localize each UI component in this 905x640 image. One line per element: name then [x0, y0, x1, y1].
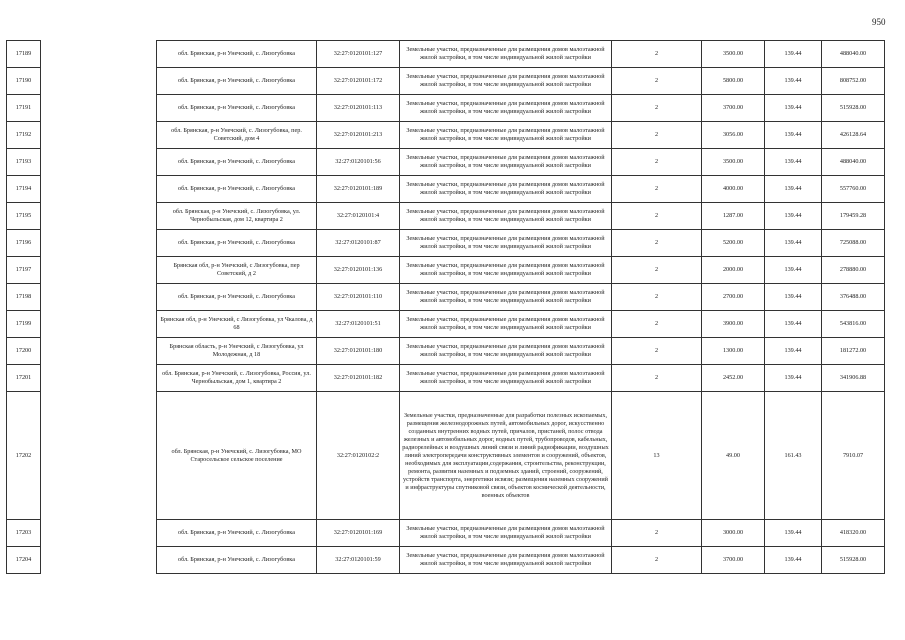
- cadastral-value-cell: 376488.00: [822, 284, 885, 311]
- group-code-cell: 2: [612, 284, 702, 311]
- land-purpose-cell: Земельные участки, предназначенные для размещения домов малоэтажной жилой застройки, в том числе индивидуальной жилой застройки: [400, 547, 612, 574]
- address-cell: обл. Брянская, р-н Унечский, с. Лизогубовка: [157, 176, 317, 203]
- specific-value-cell: 139.44: [765, 338, 822, 365]
- spacer-cell: [41, 338, 157, 365]
- area-cell: 3700.00: [702, 95, 765, 122]
- table-row: [7, 95, 885, 122]
- cadastral-value-cell: 7910.07: [822, 392, 885, 520]
- table-row: [7, 311, 885, 338]
- table-row: [7, 365, 885, 392]
- cadastral-value-cell: 179459.28: [822, 203, 885, 230]
- cadastral-value-cell: 278880.00: [822, 257, 885, 284]
- cadastral-value-cell: 341906.88: [822, 365, 885, 392]
- specific-value-cell: 161.43: [765, 392, 822, 520]
- spacer-cell: [41, 547, 157, 574]
- area-cell: 3700.00: [702, 547, 765, 574]
- land-purpose-cell: Земельные участки, предназначенные для разработки полезных ископаемых, размещения железнодорожных путей, автомобильных дорог, искусственно созданных внутренних водных путей, причалов, пристаней, полос отвода железных и автомобильных дорог, водных путей, трубопроводов, кабельных, радиорелейных и воздушных линий связи и линий радиофикации, воздушных линий электропередачи конструктивных элементов и сооружений, объектов, необходимых для эксплуатации,содержания, строительства, реконструкции, ремонта, развития наземных и подземных зданий, строений, сооружений, устройств транспорта, энергетики исвязи; размещения наземных сооружений и инфраструктуры спутниковой связи, объектов космической деятельности, военных объектов: [400, 392, 612, 520]
- area-cell: 4000.00: [702, 176, 765, 203]
- area-cell: 49.00: [702, 392, 765, 520]
- cadastral-value-cell: 426128.64: [822, 122, 885, 149]
- cadastral-number-cell: 32:27:0120101:127: [317, 41, 400, 68]
- address-cell: Брянская область, р-н Унечский, с Лизогубовка, ул Молодежная, д 18: [157, 338, 317, 365]
- specific-value-cell: 139.44: [765, 203, 822, 230]
- spacer-cell: [41, 392, 157, 520]
- cadastral-number-cell: 32:27:0120101:56: [317, 149, 400, 176]
- cadastral-number-cell: 32:27:0120101:169: [317, 520, 400, 547]
- specific-value-cell: 139.44: [765, 230, 822, 257]
- cadastral-value-cell: 515928.00: [822, 547, 885, 574]
- address-cell: обл. Брянская, р-н Унечский, с. Лизогубовка, ул. Чернобыльская, дом 12, квартира 2: [157, 203, 317, 230]
- cadastral-number-cell: 32:27:0120101:110: [317, 284, 400, 311]
- spacer-cell: [41, 41, 157, 68]
- cadastral-value-cell: 543816.00: [822, 311, 885, 338]
- table-row: [7, 338, 885, 365]
- specific-value-cell: 139.44: [765, 95, 822, 122]
- cadastral-value-cell: 181272.00: [822, 338, 885, 365]
- spacer-cell: [41, 68, 157, 95]
- row-number-cell: 17190: [7, 68, 41, 95]
- address-cell: обл. Брянская, р-н Унечский, с. Лизогубовка: [157, 149, 317, 176]
- spacer-cell: [41, 284, 157, 311]
- group-code-cell: 2: [612, 68, 702, 95]
- area-cell: 3500.00: [702, 149, 765, 176]
- cadastral-number-cell: 32:27:0120101:182: [317, 365, 400, 392]
- specific-value-cell: 139.44: [765, 41, 822, 68]
- table-row: [7, 176, 885, 203]
- cadastral-number-cell: 32:27:0120101:180: [317, 338, 400, 365]
- specific-value-cell: 139.44: [765, 68, 822, 95]
- cadastral-value-cell: 557760.00: [822, 176, 885, 203]
- row-number-cell: 17192: [7, 122, 41, 149]
- address-cell: обл. Брянская, р-н Унечский, с. Лизогубовка, пер. Советский, дом 4: [157, 122, 317, 149]
- cadastral-number-cell: 32:27:0120101:87: [317, 230, 400, 257]
- row-number-cell: 17200: [7, 338, 41, 365]
- spacer-cell: [41, 230, 157, 257]
- group-code-cell: 13: [612, 392, 702, 520]
- area-cell: 2700.00: [702, 284, 765, 311]
- table-row: [7, 284, 885, 311]
- land-purpose-cell: Земельные участки, предназначенные для размещения домов малоэтажной жилой застройки, в том числе индивидуальной жилой застройки: [400, 520, 612, 547]
- row-number-cell: 17197: [7, 257, 41, 284]
- group-code-cell: 2: [612, 520, 702, 547]
- row-number-cell: 17198: [7, 284, 41, 311]
- cadastral-value-table: [6, 40, 885, 574]
- group-code-cell: 2: [612, 311, 702, 338]
- row-number-cell: 17194: [7, 176, 41, 203]
- cadastral-number-cell: 32:27:0120101:189: [317, 176, 400, 203]
- spacer-cell: [41, 365, 157, 392]
- cadastral-number-cell: 32:27:0120101:4: [317, 203, 400, 230]
- table-row: [7, 203, 885, 230]
- row-number-cell: 17201: [7, 365, 41, 392]
- row-number-cell: 17203: [7, 520, 41, 547]
- land-purpose-cell: Земельные участки, предназначенные для размещения домов малоэтажной жилой застройки, в том числе индивидуальной жилой застройки: [400, 68, 612, 95]
- row-number-cell: 17191: [7, 95, 41, 122]
- spacer-cell: [41, 95, 157, 122]
- spacer-cell: [41, 149, 157, 176]
- land-purpose-cell: Земельные участки, предназначенные для размещения домов малоэтажной жилой застройки, в том числе индивидуальной жилой застройки: [400, 338, 612, 365]
- group-code-cell: 2: [612, 338, 702, 365]
- specific-value-cell: 139.44: [765, 547, 822, 574]
- specific-value-cell: 139.44: [765, 257, 822, 284]
- address-cell: обл. Брянская, р-н Унечский, с. Лизогубовка: [157, 230, 317, 257]
- land-purpose-cell: Земельные участки, предназначенные для размещения домов малоэтажной жилой застройки, в том числе индивидуальной жилой застройки: [400, 230, 612, 257]
- address-cell: обл. Брянская, р-н Унечский, с. Лизогубовка: [157, 284, 317, 311]
- group-code-cell: 2: [612, 41, 702, 68]
- land-purpose-cell: Земельные участки, предназначенные для размещения домов малоэтажной жилой застройки, в том числе индивидуальной жилой застройки: [400, 311, 612, 338]
- cadastral-number-cell: 32:27:0120101:136: [317, 257, 400, 284]
- specific-value-cell: 139.44: [765, 365, 822, 392]
- land-purpose-cell: Земельные участки, предназначенные для размещения домов малоэтажной жилой застройки, в том числе индивидуальной жилой застройки: [400, 365, 612, 392]
- cadastral-value-cell: 515928.00: [822, 95, 885, 122]
- row-number-cell: 17193: [7, 149, 41, 176]
- table-row: [7, 392, 885, 520]
- spacer-cell: [41, 203, 157, 230]
- cadastral-number-cell: 32:27:0120101:113: [317, 95, 400, 122]
- specific-value-cell: 139.44: [765, 176, 822, 203]
- cadastral-number-cell: 32:27:0120101:51: [317, 311, 400, 338]
- area-cell: 3056.00: [702, 122, 765, 149]
- area-cell: 5200.00: [702, 230, 765, 257]
- row-number-cell: 17199: [7, 311, 41, 338]
- area-cell: 1300.00: [702, 338, 765, 365]
- cadastral-value-cell: 488040.00: [822, 41, 885, 68]
- table-row: [7, 122, 885, 149]
- land-purpose-cell: Земельные участки, предназначенные для размещения домов малоэтажной жилой застройки, в том числе индивидуальной жилой застройки: [400, 95, 612, 122]
- group-code-cell: 2: [612, 257, 702, 284]
- cadastral-number-cell: 32:27:0120102:2: [317, 392, 400, 520]
- row-number-cell: 17196: [7, 230, 41, 257]
- page-number: 950: [872, 17, 886, 27]
- group-code-cell: 2: [612, 203, 702, 230]
- group-code-cell: 2: [612, 547, 702, 574]
- table-row: [7, 547, 885, 574]
- area-cell: 1287.00: [702, 203, 765, 230]
- group-code-cell: 2: [612, 365, 702, 392]
- land-purpose-cell: Земельные участки, предназначенные для размещения домов малоэтажной жилой застройки, в том числе индивидуальной жилой застройки: [400, 149, 612, 176]
- address-cell: обл. Брянская, р-н Унечский, с. Лизогубовка, МО Старосельское сельское поселение: [157, 392, 317, 520]
- address-cell: обл. Брянская, р-н Унечский, с. Лизогубовка: [157, 520, 317, 547]
- specific-value-cell: 139.44: [765, 311, 822, 338]
- row-number-cell: 17189: [7, 41, 41, 68]
- row-number-cell: 17204: [7, 547, 41, 574]
- table-body: [7, 41, 885, 574]
- cadastral-value-cell: 725088.00: [822, 230, 885, 257]
- specific-value-cell: 139.44: [765, 149, 822, 176]
- group-code-cell: 2: [612, 149, 702, 176]
- land-purpose-cell: Земельные участки, предназначенные для размещения домов малоэтажной жилой застройки, в том числе индивидуальной жилой застройки: [400, 176, 612, 203]
- cadastral-value-cell: 808752.00: [822, 68, 885, 95]
- cadastral-value-cell: 418320.00: [822, 520, 885, 547]
- table-row: [7, 41, 885, 68]
- address-cell: обл. Брянская, р-н Унечский, с. Лизогубовка: [157, 95, 317, 122]
- cadastral-number-cell: 32:27:0120101:213: [317, 122, 400, 149]
- address-cell: Брянская обл, р-н Унечский, с Лизогубовка, ул Чкалова, д 68: [157, 311, 317, 338]
- spacer-cell: [41, 122, 157, 149]
- group-code-cell: 2: [612, 95, 702, 122]
- table-row: [7, 257, 885, 284]
- table-row: [7, 230, 885, 257]
- area-cell: 2452.00: [702, 365, 765, 392]
- specific-value-cell: 139.44: [765, 284, 822, 311]
- row-number-cell: 17202: [7, 392, 41, 520]
- address-cell: обл. Брянская, р-н Унечский, с. Лизогубовка: [157, 41, 317, 68]
- row-number-cell: 17195: [7, 203, 41, 230]
- area-cell: 3500.00: [702, 41, 765, 68]
- address-cell: обл. Брянская, р-н Унечский, с. Лизогубовка: [157, 68, 317, 95]
- table-row: [7, 68, 885, 95]
- group-code-cell: 2: [612, 230, 702, 257]
- area-cell: 2000.00: [702, 257, 765, 284]
- land-purpose-cell: Земельные участки, предназначенные для размещения домов малоэтажной жилой застройки, в том числе индивидуальной жилой застройки: [400, 41, 612, 68]
- address-cell: Брянская обл, р-н Унечский, с Лизогубовка, пер Советский, д 2: [157, 257, 317, 284]
- specific-value-cell: 139.44: [765, 122, 822, 149]
- spacer-cell: [41, 176, 157, 203]
- spacer-cell: [41, 311, 157, 338]
- land-purpose-cell: Земельные участки, предназначенные для размещения домов малоэтажной жилой застройки, в том числе индивидуальной жилой застройки: [400, 122, 612, 149]
- table-row: [7, 520, 885, 547]
- group-code-cell: 2: [612, 176, 702, 203]
- address-cell: обл. Брянская, р-н Унечский, с. Лизогубовка, Россия, ул. Чернобыльская, дом 1, квартира 2: [157, 365, 317, 392]
- area-cell: 5800.00: [702, 68, 765, 95]
- land-purpose-cell: Земельные участки, предназначенные для размещения домов малоэтажной жилой застройки, в том числе индивидуальной жилой застройки: [400, 284, 612, 311]
- land-purpose-cell: Земельные участки, предназначенные для размещения домов малоэтажной жилой застройки, в том числе индивидуальной жилой застройки: [400, 257, 612, 284]
- group-code-cell: 2: [612, 122, 702, 149]
- address-cell: обл. Брянская, р-н Унечский, с. Лизогубовка: [157, 547, 317, 574]
- cadastral-value-cell: 488040.00: [822, 149, 885, 176]
- area-cell: 3900.00: [702, 311, 765, 338]
- land-purpose-cell: Земельные участки, предназначенные для размещения домов малоэтажной жилой застройки, в том числе индивидуальной жилой застройки: [400, 203, 612, 230]
- spacer-cell: [41, 257, 157, 284]
- area-cell: 3000.00: [702, 520, 765, 547]
- spacer-cell: [41, 520, 157, 547]
- specific-value-cell: 139.44: [765, 520, 822, 547]
- cadastral-number-cell: 32:27:0120101:172: [317, 68, 400, 95]
- table-row: [7, 149, 885, 176]
- cadastral-number-cell: 32:27:0120101:59: [317, 547, 400, 574]
